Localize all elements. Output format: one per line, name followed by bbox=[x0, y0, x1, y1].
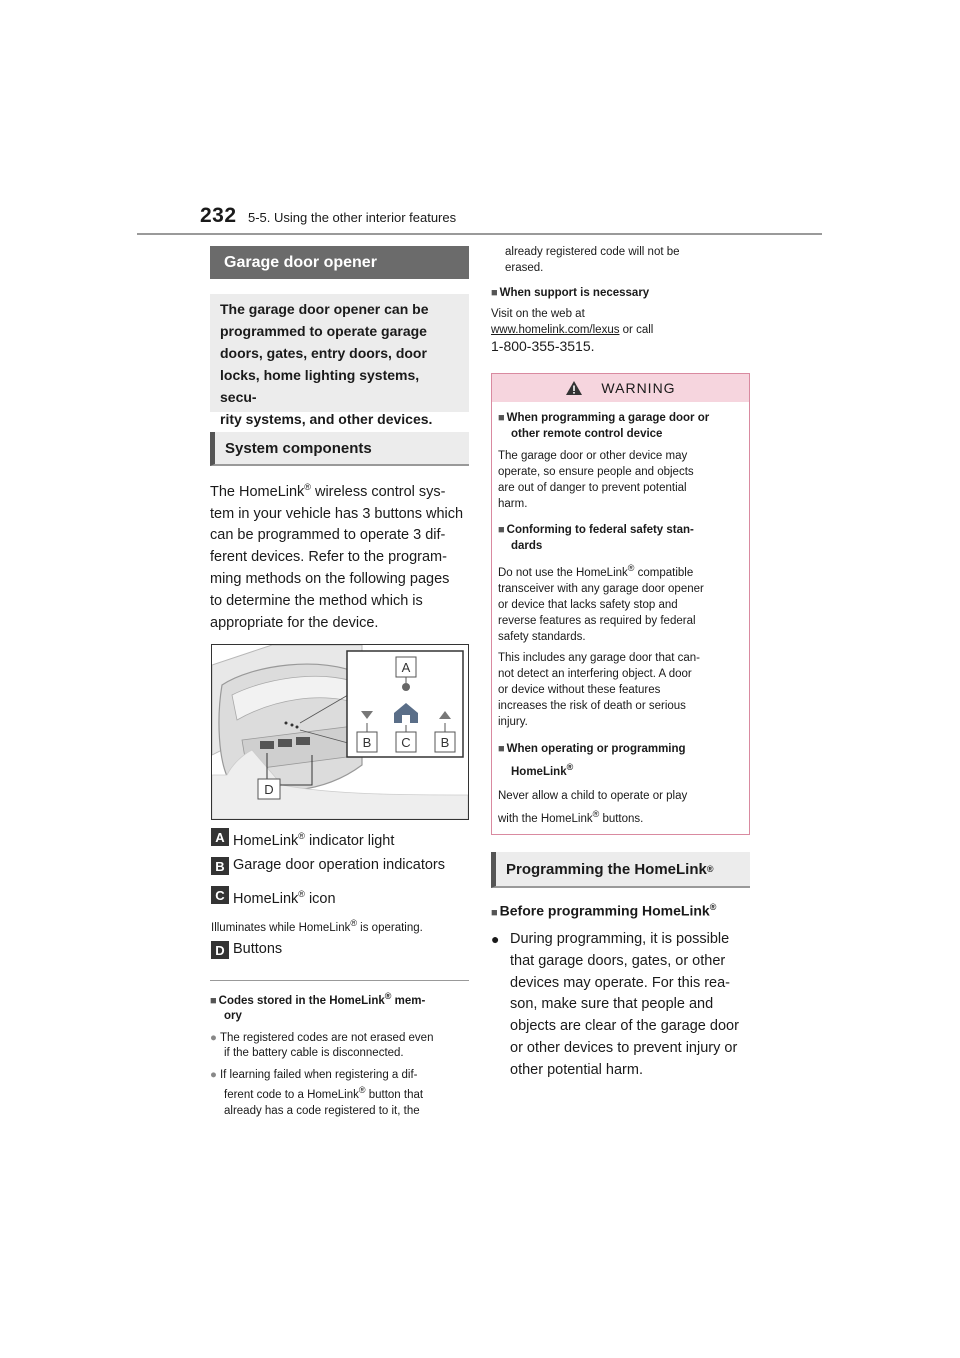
registered-mark: ® bbox=[350, 918, 357, 928]
overhead-console-drawing bbox=[212, 645, 468, 819]
support-phone: 1-800-355-3515. bbox=[491, 338, 595, 354]
programming-heading-text: Programming the HomeLink bbox=[506, 860, 707, 878]
before-programming-heading bbox=[491, 902, 753, 919]
square-bullet-icon: ■ bbox=[210, 994, 217, 1007]
callout-b-left: B bbox=[362, 735, 372, 750]
codes-bullet-text: if the battery cable is disconnected. bbox=[224, 1047, 404, 1060]
bullet-line: or other devices to prevent injury or bbox=[510, 1039, 738, 1056]
continued-line: already registered code will not be bbox=[505, 246, 680, 258]
registered-mark: ® bbox=[706, 864, 714, 874]
codes-heading: mem- bbox=[391, 994, 426, 1007]
support-heading: When support is necessary bbox=[499, 287, 650, 299]
legend-text: Garage door operation indicators bbox=[233, 857, 445, 873]
system-components-heading-text: System components bbox=[225, 439, 372, 457]
para-line: tem in your vehicle has 3 buttons which bbox=[210, 505, 464, 522]
legend-letter: A bbox=[211, 828, 229, 846]
intro-line: rity systems, and other devices. bbox=[220, 411, 433, 427]
square-bullet-icon: ■ bbox=[491, 906, 498, 919]
legend-text: HomeLink bbox=[233, 832, 299, 849]
warning-text: harm. bbox=[498, 498, 528, 510]
codes-heading-line2: ory bbox=[224, 1009, 242, 1022]
codes-bullet-text: ferent code to a HomeLink bbox=[224, 1089, 359, 1102]
warning-text: reverse features as required by federal bbox=[498, 614, 696, 627]
legend-text: Buttons bbox=[233, 941, 283, 957]
programming-homelink-heading bbox=[491, 852, 750, 888]
round-bullet-icon: ● bbox=[210, 1031, 217, 1044]
continued-line: erased. bbox=[505, 261, 544, 274]
warning-heading: dards bbox=[511, 540, 543, 552]
intro-box bbox=[210, 294, 469, 427]
registered-mark: ® bbox=[709, 902, 717, 912]
system-components-paragraph bbox=[210, 477, 475, 634]
round-bullet-icon: ● bbox=[210, 1068, 217, 1081]
warning-text: injury. bbox=[498, 715, 528, 728]
section-divider bbox=[210, 980, 469, 981]
legend-letter: C bbox=[211, 886, 229, 904]
warning-text: compatible bbox=[634, 566, 694, 579]
warning-text: not detect an interfering object. A door bbox=[498, 667, 692, 680]
registered-mark: ® bbox=[358, 1085, 366, 1096]
warning-heading: When operating or programming bbox=[506, 742, 686, 755]
garage-door-opener-heading bbox=[210, 246, 469, 279]
registered-mark: ® bbox=[627, 563, 635, 573]
warning-title-bar bbox=[492, 374, 749, 402]
warning-title: WARNING bbox=[601, 380, 676, 396]
warning-heading: other remote control device bbox=[511, 428, 663, 440]
warning-heading: Conforming to federal safety stan- bbox=[506, 524, 694, 536]
bullet-line: devices may operate. For this rea- bbox=[510, 974, 731, 991]
legend-letter: B bbox=[211, 857, 229, 875]
homelink-website-link[interactable]: www.homelink.com/lexus bbox=[491, 323, 620, 336]
legend-c-note bbox=[211, 916, 423, 936]
warning-text: buttons. bbox=[599, 812, 644, 825]
note-text: Illuminates while HomeLink bbox=[211, 921, 351, 934]
page-number: 232 bbox=[200, 204, 237, 227]
warning-text: or device that lacks safety stop and bbox=[498, 598, 678, 611]
para-text: wireless control sys- bbox=[310, 483, 446, 500]
legend-text: indicator light bbox=[304, 832, 395, 849]
callout-d: D bbox=[264, 782, 274, 797]
warning-text: increases the risk of death or serious bbox=[498, 699, 686, 712]
bullet-line: that garage doors, gates, or other bbox=[510, 952, 726, 969]
square-bullet-icon: ■ bbox=[498, 742, 505, 755]
legend-letter: D bbox=[211, 941, 229, 959]
registered-mark: ® bbox=[298, 889, 305, 899]
para-line: ming methods on the following pages bbox=[210, 571, 450, 588]
warning-text: safety standards. bbox=[498, 630, 586, 643]
intro-line: locks, home lighting systems, secu- bbox=[220, 367, 420, 405]
warning-text: are out of danger to prevent potential bbox=[498, 482, 687, 494]
note-text: is operating. bbox=[356, 921, 423, 934]
system-components-heading bbox=[210, 432, 469, 466]
square-bullet-icon: ■ bbox=[491, 287, 498, 299]
warning-text: Never allow a child to operate or play bbox=[498, 789, 688, 802]
section-header: 5-5. Using the other interior features bbox=[248, 210, 457, 225]
codes-stored-note bbox=[210, 989, 475, 1119]
callout-a: A bbox=[401, 660, 411, 675]
warning-text: transceiver with any garage door opener bbox=[498, 582, 704, 595]
warning-text: Do not use the HomeLink bbox=[498, 566, 628, 579]
warning-text: operate, so ensure people and objects bbox=[498, 466, 694, 478]
para-line: can be programmed to operate 3 dif- bbox=[210, 527, 446, 544]
para-line: ferent devices. Refer to the program- bbox=[210, 549, 447, 566]
registered-mark: ® bbox=[566, 761, 574, 772]
warning-heading: When programming a garage door or bbox=[506, 412, 710, 424]
para-line: to determine the method which is bbox=[210, 592, 423, 609]
before-programming-bullet bbox=[491, 929, 753, 1082]
warning-text: The garage door or other device may bbox=[498, 450, 688, 462]
warning-triangle-icon bbox=[565, 380, 583, 396]
square-bullet-icon: ■ bbox=[498, 412, 505, 424]
header-rule bbox=[137, 233, 822, 235]
legend-text: icon bbox=[304, 890, 336, 907]
registered-mark: ® bbox=[592, 808, 600, 819]
support-note bbox=[491, 286, 753, 355]
para-line: appropriate for the device. bbox=[210, 614, 379, 631]
codes-bullet-text: The registered codes are not erased even bbox=[219, 1031, 434, 1044]
registered-mark: ® bbox=[384, 991, 392, 1001]
codes-bullet-text: button that bbox=[365, 1089, 424, 1102]
before-programming-text: Before programming HomeLink bbox=[499, 902, 710, 919]
round-bullet-icon: ● bbox=[491, 931, 500, 947]
support-text: or call bbox=[619, 323, 654, 336]
intro-line: doors, gates, entry doors, door bbox=[220, 345, 427, 361]
warning-box bbox=[491, 373, 750, 835]
garage-door-opener-heading-text: Garage door opener bbox=[224, 253, 377, 271]
warning-content bbox=[498, 410, 748, 827]
homelink-illustration bbox=[211, 644, 469, 820]
continued-text bbox=[505, 245, 680, 276]
warning-text: with the HomeLink bbox=[498, 812, 593, 825]
callout-c: C bbox=[401, 735, 411, 750]
warning-text: This includes any garage door that can- bbox=[498, 651, 701, 664]
warning-text: or device without these features bbox=[498, 683, 661, 696]
codes-bullet-text: already has a code registered to it, the bbox=[224, 1104, 420, 1117]
intro-line: The garage door opener can be bbox=[220, 301, 429, 317]
codes-bullet-text: If learning failed when registering a dif- bbox=[219, 1068, 418, 1081]
support-text: Visit on the web at bbox=[491, 308, 585, 320]
warning-heading: HomeLink bbox=[511, 765, 567, 778]
registered-mark: ® bbox=[298, 831, 305, 841]
registered-mark: ® bbox=[304, 482, 311, 492]
intro-line: programmed to operate garage bbox=[220, 323, 427, 339]
bullet-line: During programming, it is possible bbox=[510, 931, 730, 947]
legend-text: HomeLink bbox=[233, 890, 299, 907]
codes-heading: Codes stored in the HomeLink bbox=[218, 994, 385, 1007]
bullet-line: son, make sure that people and bbox=[510, 996, 714, 1013]
bullet-line: objects are clear of the garage door bbox=[510, 1018, 739, 1035]
square-bullet-icon: ■ bbox=[498, 524, 505, 536]
para-text: The HomeLink bbox=[210, 483, 305, 500]
callout-b-right: B bbox=[440, 735, 450, 750]
bullet-line: other potential harm. bbox=[510, 1061, 643, 1078]
